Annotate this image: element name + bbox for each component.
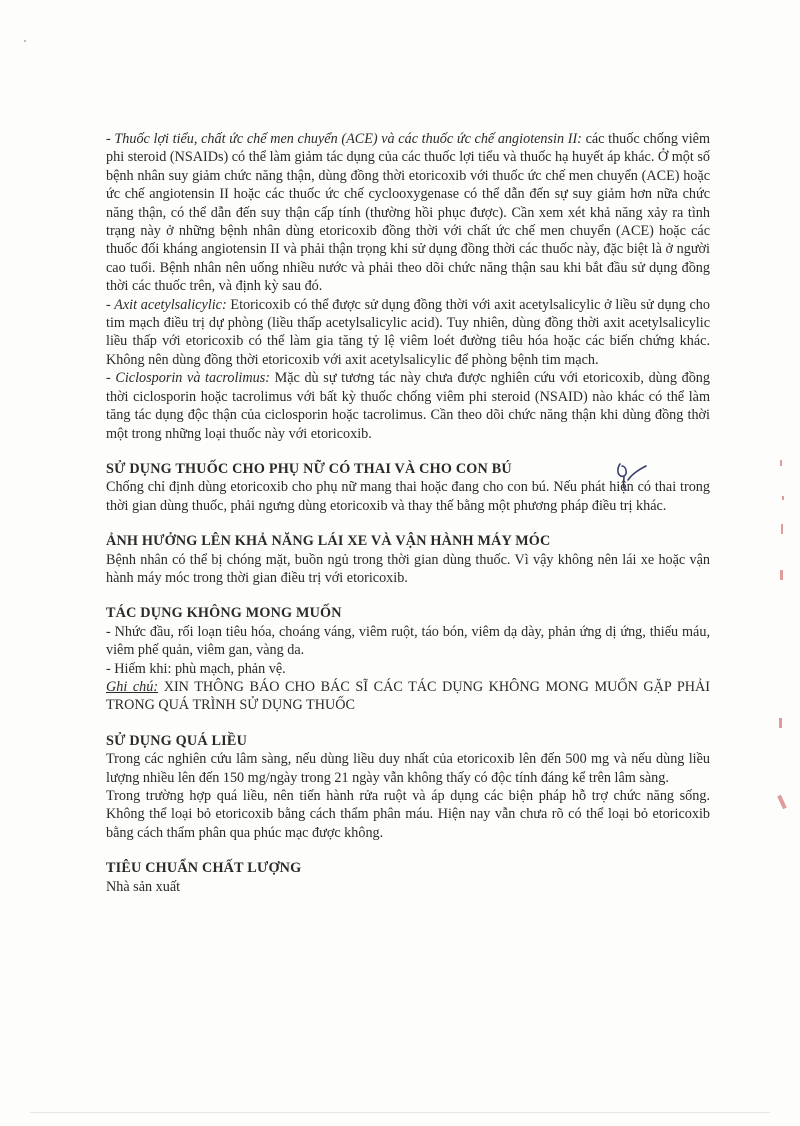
margin-mark [779, 718, 782, 728]
signature-mark [612, 456, 652, 496]
margin-mark [777, 795, 787, 809]
page-bottom-edge [30, 1112, 770, 1113]
scan-dot [24, 40, 26, 42]
interaction-diuretics-lead: - Thuốc lợi tiểu, chất ức chế men chuyển (ACE) và các thuốc ức chế angiotensin II: [106, 131, 582, 147]
interaction-ciclosporin-body: Mặc dù sự tương tác này chưa được nghiên cứu với etoricoxib, dùng đồng thời ciclosporin hoặc tacrolimus với bất kỳ thuốc chống viêm phi steroid (NSAID) nào khác có thể làm tăng tác dụng độc thận của ciclosporin hoặc tacrolimus. Cần theo dõi chức năng thận khi dùng đồng thời một trong những loại thuốc này với etoricoxib. [106, 370, 710, 442]
overdose-heading: SỬ DỤNG QUÁ LIỀU [106, 732, 248, 749]
overdose-treatment: Trong trường hợp quá liều, nên tiến hành rửa ruột và áp dụng các biện pháp hỗ trợ chức năng sống. Không thể loại bỏ etoricoxib bằng cách thẩm phân máu. Hiện nay vẫn chưa rõ có thể loại bỏ etoricoxib bằng cách thẩm phân qua phúc mạc được không. [106, 788, 710, 841]
note-label: Ghi chú: [106, 678, 159, 695]
side-effects-common: - Nhức đầu, rối loạn tiêu hóa, choáng váng, viêm ruột, táo bón, viêm dạ dày, phản ứng dị ứng, thiếu máu, viêm phế quản, viêm gan, vàng da. [106, 623, 710, 659]
interaction-aspirin-body: Etoricoxib có thể được sử dụng đồng thời với axit acetylsalicylic ở liều sử dụng cho tim mạch điều trị dự phòng (liều thấp acetylsalicylic acid). Tuy nhiên, dùng đồng thời axit acetylsalicylic liều thấp với etoricoxib có thể làm gia tăng tỷ lệ viêm loét đường tiêu hóa hoặc các biến chứng khác. Không nên dùng đồng thời etoricoxib với axit acetylsalicylic để phòng bệnh tim mạch. [106, 296, 710, 368]
pregnancy-body: Chống chỉ định dùng etoricoxib cho phụ nữ mang thai hoặc đang cho con bú. Nếu phát hiện có thai trong thời gian dùng thuốc, phải ngưng dùng etoricoxib và thay thế bằng một phương pháp điều trị khác. [106, 479, 710, 514]
interaction-aspirin [106, 296, 710, 370]
side-effects-rare: - Hiếm khi: phù mạch, phản vệ. [106, 660, 286, 677]
interaction-ciclosporin-lead: - Ciclosporin và tacrolimus: [106, 370, 270, 387]
driving-body: Bệnh nhân có thể bị chóng mặt, buồn ngủ trong thời gian dùng thuốc. Vì vậy không nên lái xe hoặc vận hành máy móc trong thời gian điều trị với etoricoxib. [106, 551, 710, 586]
interaction-diuretics-body: các thuốc chống viêm phi steroid (NSAIDs) có thể làm giảm tác dụng của các thuốc lợi tiểu và thuốc hạ huyết áp khác. Ở một số bệnh nhân suy giảm chức năng thận, dùng đồng thời etoricoxib với thuốc ức chế men chuyển (ACE) hoặc ức chế angiotensin II hoặc các thuốc ức chế cyclooxygenase có thể dẫn đến sự suy giảm hơn nữa chức năng thận, có thể dẫn đến suy thận cấp tính (thường hồi phục được). Cần xem xét khả năng xảy ra tình trạng này ở những bệnh nhân dùng etoricoxib đồng thời với chất ức chế men chuyển (ACE) hoặc các thuốc đối kháng angiotensin II và phải thận trọng khi sử dụng đồng thời các thuốc này, đặc biệt là ở người cao tuổi. Bệnh nhân nên uống nhiều nước và phải theo dõi chức năng thận sau khi bắt đầu sử dụng đồng thời các thuốc trên, và định kỳ sau đó. [106, 131, 711, 295]
quality-body: Nhà sản xuất [106, 878, 181, 895]
note-text: XIN THÔNG BÁO CHO BÁC SĨ CÁC TÁC DỤNG KHÔNG MONG MUỐN GẶP PHẢI TRONG QUÁ TRÌNH SỬ DỤNG THUỐC [106, 678, 710, 714]
interaction-ciclosporin [106, 369, 710, 443]
interaction-aspirin-lead: - Axit acetylsalicylic: [106, 296, 227, 313]
overdose-trials: Trong các nghiên cứu lâm sàng, nếu dùng liều duy nhất của etoricoxib lên đến 500 mg và nếu dùng liều lượng nhiều lên đến 150 mg/ngày trong 21 ngày vẫn không thấy có độc tính đáng kể trên lâm sàng. [106, 751, 710, 786]
margin-mark [781, 524, 783, 534]
pregnancy-heading: SỬ DỤNG THUỐC CHO PHỤ NỮ CÓ THAI VÀ CHO CON BÚ [106, 460, 512, 477]
side-effects-heading: TÁC DỤNG KHÔNG MONG MUỐN [106, 605, 342, 622]
driving-heading: ẢNH HƯỞNG LÊN KHẢ NĂNG LÁI XE VÀ VẬN HÀNH MÁY MÓC [106, 533, 551, 550]
quality-heading: TIÊU CHUẨN CHẤT LƯỢNG [106, 860, 302, 877]
margin-mark [782, 496, 784, 500]
margin-mark [780, 460, 782, 466]
side-effects-note [106, 678, 710, 715]
document-page [106, 130, 710, 896]
interaction-diuretics [106, 130, 710, 296]
margin-mark [780, 570, 783, 580]
